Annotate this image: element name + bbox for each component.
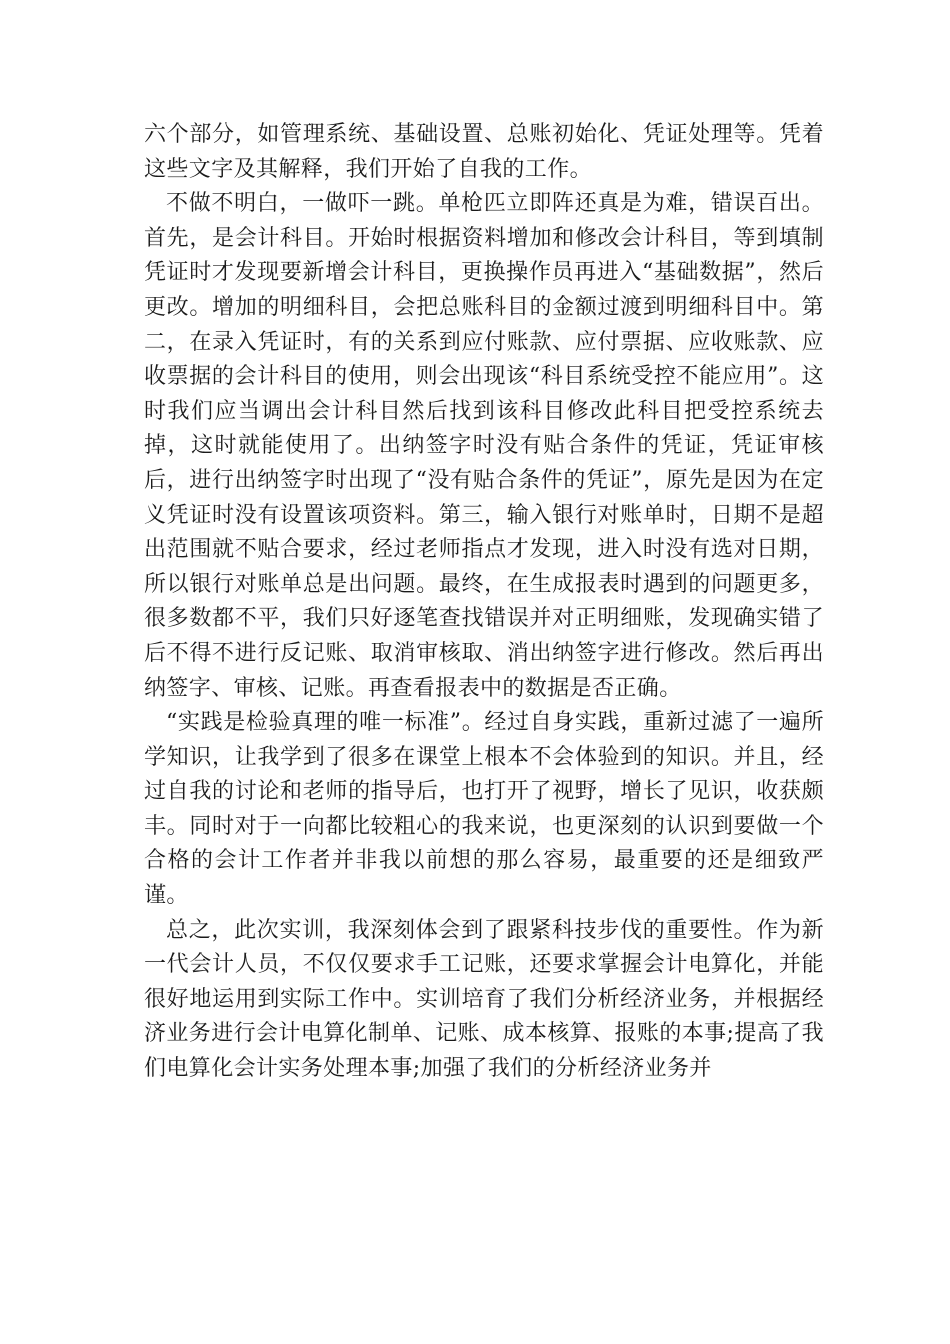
paragraph-practice: “实践是检验真理的唯一标准”。经过自身实践，重新过滤了一遍所学知识，让我学到了很多在课堂上根本不会体验到的知识。并且，经过自我的讨论和老师的指导后，也打开了视野，增长了见识，收获颇丰。同时对于一向都比较粗心的我来说，也更深刻的认识到要做一个合格的会计工作者并非我以前想的那么容易，最重要的还是细致严谨。 — [144, 710, 824, 909]
paragraph-continuation: 六个部分，如管理系统、基础设置、总账初始化、凭证处理等。凭着这些文字及其解释，我们开始了自我的工作。 — [144, 122, 824, 182]
body-text — [144, 118, 824, 1087]
paragraph-mistakes: 不做不明白，一做吓一跳。单枪匹立即阵还真是为难，错误百出。首先，是会计科目。开始时根据资料增加和修改会计科目，等到填制凭证时才发现要新增会计科目，更换操作员再进入“基础数据”，然后更改。增加的明细科目，会把总账科目的金额过渡到明细科目中。第二，在录入凭证时，有的关系到应付账款、应付票据、应收账款、应收票据的会计科目的使用，则会出现该“科目系统受控不能应用”。这时我们应当调出会计科目然后找到该科目修改此科目把受控系统去掉，这时就能使用了。出纳签字时没有贴合条件的凭证，凭证审核后，进行出纳签字时出现了“没有贴合条件的凭证”，原先是因为在定义凭证时没有设置该项资料。第三，输入银行对账单时，日期不是超出范围就不贴合要求，经过老师指点才发现，进入时没有选对日期，所以银行对账单总是出问题。最终，在生成报表时遇到的问题更多，很多数都不平，我们只好逐笔查找错误并对正明细账，发现确实错了后不得不进行反记账、取消审核取、消出纳签字进行修改。然后再出纳签字、审核、记账。再查看报表中的数据是否正确。 — [144, 191, 824, 701]
paragraph-conclusion: 总之，此次实训，我深刻体会到了跟紧科技步伐的重要性。作为新一代会计人员，不仅仅要求手工记账，还要求掌握会计电算化，并能很好地运用到实际工作中。实训培育了我们分析经济业务，并根据经济业务进行会计电算化制单、记账、成本核算、报账的本事;提高了我们电算化会计实务处理本事;加强了我们的分析经济业务并 — [144, 917, 824, 1082]
